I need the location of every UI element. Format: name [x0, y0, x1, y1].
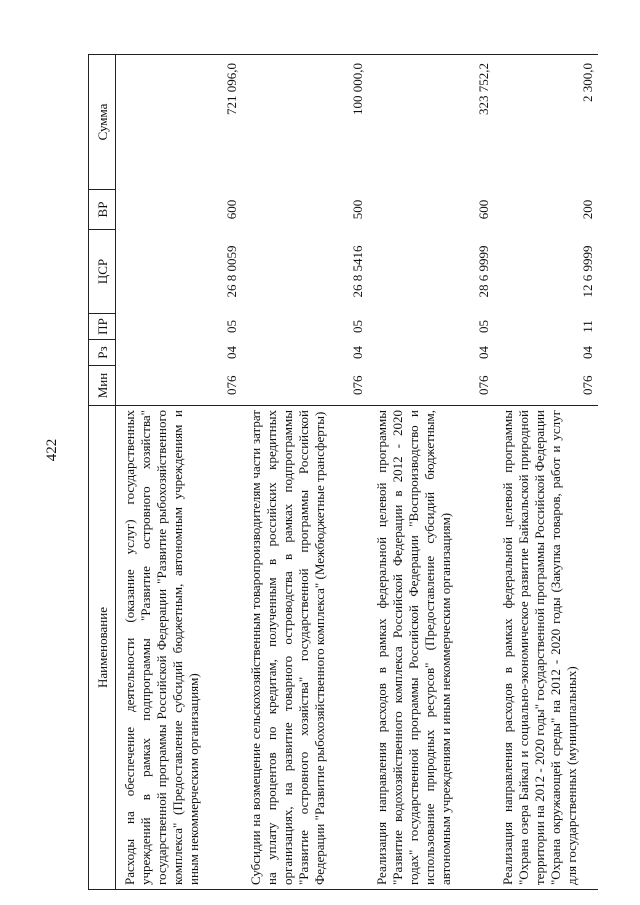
row-pr: 05 [349, 320, 365, 333]
page-number: 422 [43, 438, 60, 462]
table-row [368, 55, 494, 890]
row-vr: 500 [349, 199, 365, 220]
row-sum: 2 300,0 [494, 55, 598, 190]
header-pr: ПР [89, 314, 116, 340]
table-row [494, 55, 598, 890]
row-pr: 05 [223, 320, 239, 333]
row-min: 076 [579, 375, 595, 395]
budget-table-container [88, 55, 608, 890]
table-header-row [89, 55, 116, 890]
header-min: Мин [89, 366, 116, 406]
row-vr: 600 [223, 199, 239, 220]
row-csr: 12 6 9999 [579, 245, 595, 298]
row-rz: 04 [223, 346, 239, 359]
row-name: Реализация направления расходов в рамках федеральной целевой программы "Охрана озера Байкал и социально-экономическое развитие Байкальской природной территории на 2012 - 2020 годы" государственной программы Российской Федерации "Охрана окружающей среды" на 2012 - 2020 годы (Закупка товаров, работ и услуг для государственных (муниципальных) [494, 406, 598, 890]
row-csr: 26 8 0059 [223, 245, 239, 298]
header-sum: Сумма [89, 55, 116, 190]
row-pr: 05 [475, 320, 491, 333]
row-csr: 28 6 9999 [475, 245, 491, 298]
row-pr: 11 [579, 320, 595, 333]
row-name: Субсидии на возмещение сельскохозяйственным товаропроизводителям части затрат на уплату процентов по кредитам, полученным в российских кредитных организациях, на развитие товарного островодства в рамках подпрограммы "Развитие островного хозяйства" государственной программы Российской Федерации "Развитие рыбохозяйственного комплекса" (Межбюджетные трансферты) [242, 406, 368, 890]
row-rz: 04 [475, 346, 491, 359]
row-name: Реализация направления расходов в рамках федеральной целевой программы "Развитие водохозяйственного комплекса Российской Федерации в 2012 - 2020 годах" государственной программы Российской Федерации "Воспроизводство и использование природных ресурсов" (Предоставление субсидий бюджетным, автономным учреждениям и иным некоммерческим организациям) [368, 406, 494, 890]
row-min: 076 [475, 375, 491, 395]
row-sum: 323 752,2 [368, 55, 494, 190]
row-rz: 04 [349, 346, 365, 359]
table-row [116, 55, 242, 890]
row-sum: 721 096,0 [116, 55, 242, 190]
row-min: 076 [223, 375, 239, 395]
row-vr: 200 [579, 199, 595, 220]
row-vr: 600 [475, 199, 491, 220]
header-csr: ЦСР [89, 230, 116, 314]
table-row [242, 55, 368, 890]
header-rz: Рз [89, 340, 116, 366]
budget-table [88, 54, 598, 890]
row-min: 076 [349, 375, 365, 395]
row-name: Расходы на обеспечение деятельности (оказание услуг) государственных учреждений в рамках подпрограммы "Развитие островного хозяйства" государственной программы Российской Федерации "Развитие рыбохозяйственного комплекса" (Предоставление субсидий бюджетным, автономным учреждениям и иным некоммерческим организациям) [116, 406, 242, 890]
rotated-page [88, 55, 608, 890]
row-rz: 04 [579, 346, 595, 359]
header-vr: ВР [89, 190, 116, 230]
row-csr: 26 8 5416 [349, 245, 365, 298]
row-sum: 100 000,0 [242, 55, 368, 190]
header-name: Наименование [89, 406, 116, 890]
